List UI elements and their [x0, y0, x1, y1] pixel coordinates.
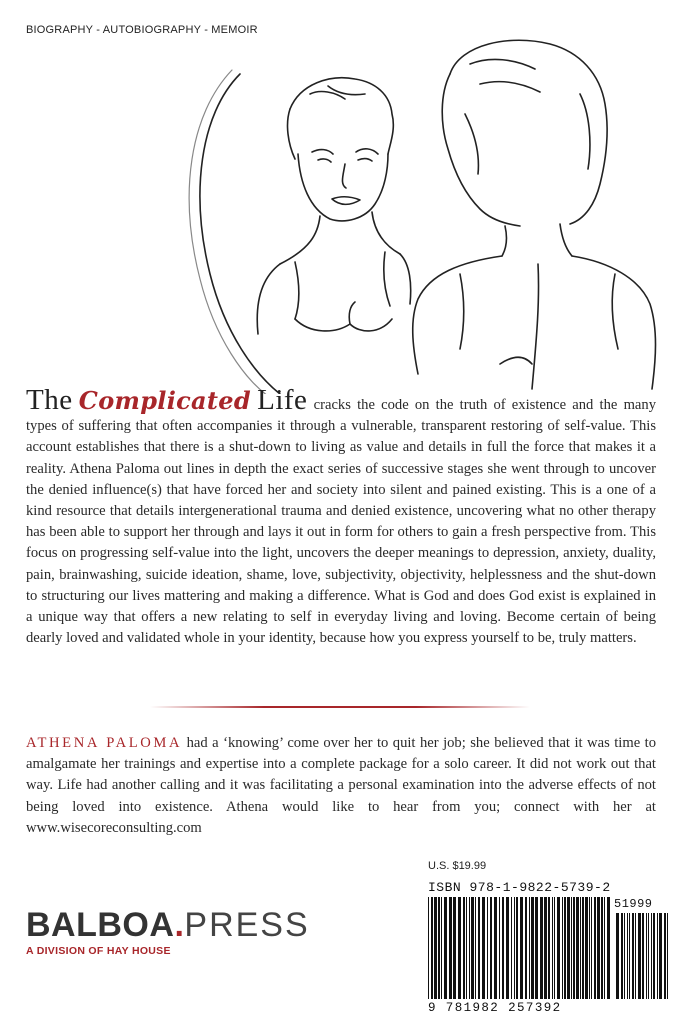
barcode-bars [428, 897, 610, 999]
author-bio [26, 733, 656, 839]
description-body: cracks the code on the truth of existence and the many types of suffering that often accompanies it through a vulnerable, transparent restoring of self-value. This account establishes that there is a shut-down to living as value and details in full the force that makes it a reality. Athena Paloma out lines in depth the exact series of successive stages she went through to uncover the denied influence(s) that have forced her and society into silent and pained existing. This is a one of a kind resource that details intergenerational trauma and denied existence, uncovering what no other therapy has been able to support her through and lays it out in form for others to gain a fresh perspective from. This focus on progressing self-value into the light, uncovers the deeper meanings to depression, anxiety, duality, pain, brainwashing, suicide ideation, shame, love, subjectivity, objectivity, helplessness and the shut-down to structuring our lives mattering and making a difference. What is God and does God exist is explained in a unique way that offers a new relating to self in everyday living and loving. Become certain of being dearly loved and validated whole in your identity, because how you express yourself to be, truly matters. [26, 397, 656, 647]
title-life: Life [257, 384, 308, 416]
author-name: ATHENA PALOMA [26, 735, 183, 751]
publisher-logo [26, 906, 310, 957]
publisher-division: A DIVISION OF HAY HOUSE [26, 945, 171, 957]
publisher-name-main: BALBOA [26, 906, 175, 944]
category-label: BIOGRAPHY - AUTOBIOGRAPHY - MEMOIR [26, 24, 258, 36]
barcode [428, 897, 670, 1015]
isbn-label: ISBN 978-1-9822-5739-2 [428, 880, 611, 895]
barcode-digits: 9 781982 257392 [428, 1001, 562, 1015]
barcode-addon-bars [616, 913, 670, 999]
publisher-name-dot: . [174, 906, 185, 944]
book-description [26, 384, 656, 649]
barcode-addon-number: 51999 [614, 897, 653, 911]
title-complicated: Complicated [78, 386, 251, 415]
bio-body: had a ‘knowing’ come over her to quit her job; she believed that it was time to amalgamate her trainings and expertise into a complete package for a solo career. It did not work out that way. Life had another calling and it was facilitating a personal examination into the adverse effects of not being loved into existence. Athena would like to hear from you; connect with her at www.wisecoreconsulting.com [26, 735, 657, 836]
mirror-woman-illustration [160, 34, 680, 394]
publisher-name-press: PRESS [184, 906, 310, 944]
publisher-name [26, 906, 310, 945]
section-divider [150, 706, 530, 708]
barcode-block [428, 860, 670, 1015]
price-label: U.S. $19.99 [428, 860, 487, 872]
title-the: The [26, 384, 73, 416]
